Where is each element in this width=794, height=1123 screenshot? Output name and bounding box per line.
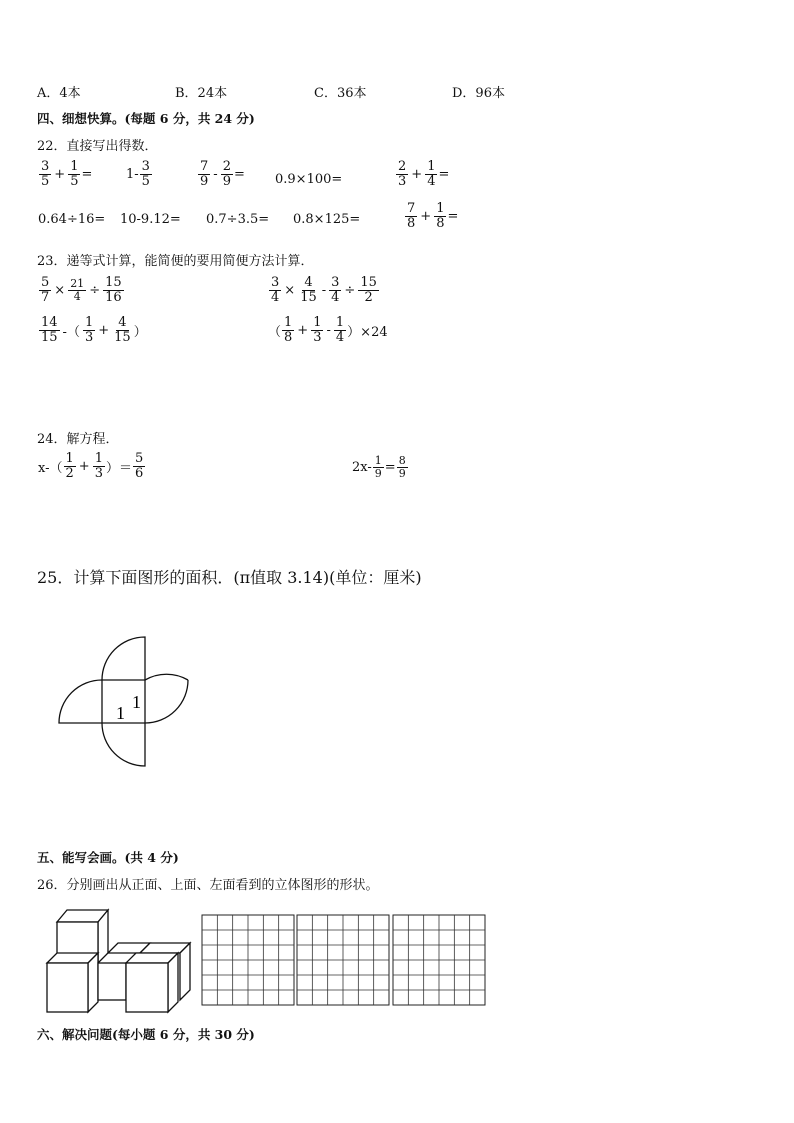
q22-expr-2: 1- $\frac{3}{5}$ [126, 159, 150, 189]
q23-expr-c: $\frac{14}{15}$ -（ $\frac{1}{3}$ + $\frac{4}{15}$ ） [41, 315, 147, 345]
option-d: D．96本 [452, 86, 505, 101]
q22-prompt: 22．直接写出得数． [37, 139, 158, 154]
section-6-title: 六、解决问题(每小题 6 分，共 30 分) [37, 1027, 255, 1042]
q24-equation-a: x-（ $\frac{1}{2}$ + $\frac{1}{3}$ ）＝ $\frac{5}{6}$ [38, 451, 144, 481]
q24-equation-b: 2x- $\frac{1}{9}$ = $\frac{8}{9}$ [352, 454, 406, 480]
q26-prompt: 26．分别画出从正面、上面、左面看到的立体图形的形状。 [37, 878, 379, 893]
q22-expr-3: $\frac{7}{9}$ - $\frac{2}{9}$ = [200, 159, 245, 189]
section-5-title: 五、能写会画。(共 4 分) [37, 850, 179, 865]
q23-expr-b: $\frac{3}{4}$ × $\frac{4}{15}$ - $\frac{3}{4}$ ÷ $\frac{15}{2}$ [271, 275, 377, 305]
q23-expr-d: （ $\frac{1}{8}$ + $\frac{1}{3}$ - $\frac{1}{4}$ ）×24 [268, 315, 388, 345]
label-side-2: 1 [132, 692, 141, 712]
section-4-title: 四、细想快算。(每题 6 分，共 24 分) [37, 111, 255, 126]
q25-prompt: 25．计算下面图形的面积．(π值取 3.14)(单位：厘米) [37, 568, 422, 587]
q22-expr-7: 10-9.12= [120, 212, 181, 227]
q22-expr-9: 0.8×125= [293, 212, 361, 227]
q22-expr-10: $\frac{7}{8}$ + $\frac{1}{8}$ = [407, 201, 459, 231]
q22-expr-5: $\frac{2}{3}$ + $\frac{1}{4}$ = [398, 159, 450, 189]
q23-expr-a: $\frac{5}{7}$ × $\frac{21}{4}$ ÷ $\frac{15}{16}$ [41, 275, 122, 305]
option-c: C．36本 [314, 86, 367, 101]
option-a: A．4本 [37, 86, 81, 101]
q22-expr-1: $\frac{3}{5}$ + $\frac{1}{5}$ = [41, 159, 93, 189]
label-side-1: 1 [116, 703, 125, 723]
q22-expr-4: 0.9×100= [275, 172, 343, 187]
q22-expr-8: 0.7÷3.5= [206, 212, 270, 227]
q24-prompt: 24．解方程． [37, 432, 119, 447]
q22-expr-6: 0.64÷16= [38, 212, 106, 227]
option-b: B．24本 [175, 86, 228, 101]
q23-prompt: 23．递等式计算，能简便的要用简便方法计算． [37, 254, 314, 269]
